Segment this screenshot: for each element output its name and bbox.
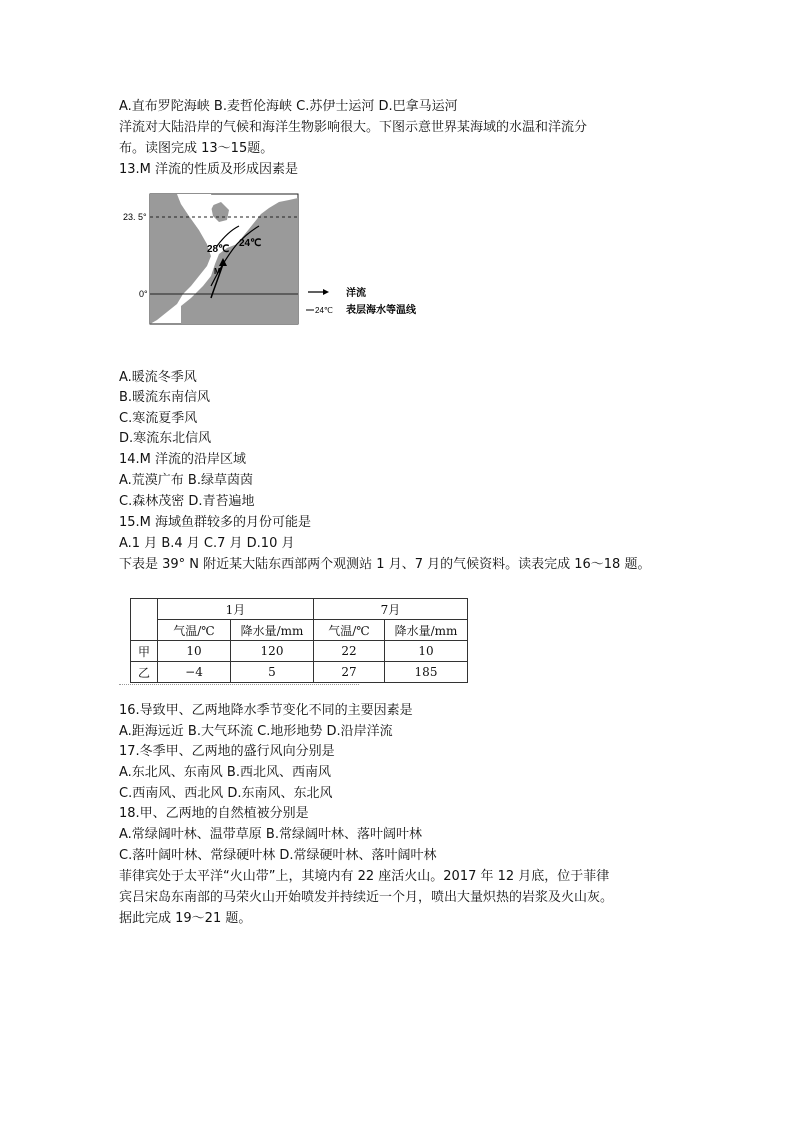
table-intro: 下表是 39° N 附近某大陆东西部两个观测站 1 月、7 月的气候资料。读表完成 16～18 题。	[119, 557, 651, 572]
label-28c: 28℃	[207, 244, 230, 255]
q13-option-a: A.暖流冬季风	[119, 370, 197, 385]
row-name: 甲	[131, 641, 158, 662]
q12-options: A.直布罗陀海峡 B.麦哲伦海峡 C.苏伊士运河 D.巴拿马运河	[119, 99, 458, 114]
label-23-5: 23. 5°	[123, 212, 147, 222]
q15-stem: 15.M 海域鱼群较多的月份可能是	[119, 515, 312, 530]
q16-stem: 16.导致甲、乙两地降水季节变化不同的主要因素是	[119, 703, 413, 718]
table-header-precip-jan: 降水量/mm	[231, 620, 314, 641]
table-header-temp-jan: 气温/℃	[158, 620, 231, 641]
table-row	[131, 662, 468, 683]
cell-temp-jan: −4	[158, 662, 231, 683]
cell-precip-jan: 5	[231, 662, 314, 683]
table-header-jul: 7月	[314, 599, 468, 620]
q17-options-ab: A.东北风、东南风 B.西北风、西南风	[119, 765, 331, 780]
legend-isotherm-sample: 24℃	[315, 306, 333, 315]
cropped-text-remnant	[119, 684, 359, 689]
ocean-current-map	[119, 186, 439, 336]
table-header-jan: 1月	[158, 599, 314, 620]
q14-stem: 14.M 洋流的沿岸区域	[119, 452, 247, 467]
table-header-temp-jul: 气温/℃	[314, 620, 385, 641]
label-0: 0°	[139, 289, 148, 299]
q18-options-ab: A.常绿阔叶林、温带草原 B.常绿阔叶林、落叶阔叶林	[119, 827, 422, 842]
passage-line-2: 宾吕宋岛东南部的马荣火山开始喷发并持续近一个月，喷出大量炽热的岩浆及火山灰。	[119, 890, 614, 905]
q13-option-c: C.寒流夏季风	[119, 411, 198, 426]
table-corner-cell	[131, 599, 158, 641]
table-header-precip-jul: 降水量/mm	[385, 620, 468, 641]
q13-option-d: D.寒流东北信风	[119, 431, 212, 446]
q16-options: A.距海远近 B.大气环流 C.地形地势 D.沿岸洋流	[119, 724, 393, 739]
q17-options-cd: C.西南风、西北风 D.东南风、东北风	[119, 786, 333, 801]
cell-precip-jul: 10	[385, 641, 468, 662]
passage-line-3: 据此完成 19～21 题。	[119, 911, 252, 926]
q17-stem: 17.冬季甲、乙两地的盛行风向分别是	[119, 744, 335, 759]
q13-option-b: B.暖流东南信风	[119, 390, 211, 405]
cell-precip-jan: 120	[231, 641, 314, 662]
legend-isotherm-label: 表层海水等温线	[346, 305, 416, 316]
legend-current-label: 洋流	[346, 288, 366, 299]
q14-options-cd: C.森林茂密 D.青苔遍地	[119, 494, 255, 509]
q13-stem: 13.M 洋流的性质及形成因素是	[119, 162, 299, 177]
q18-stem: 18.甲、乙两地的自然植被分别是	[119, 806, 309, 821]
passage-line-1: 菲律宾处于太平洋“火山带”上，其境内有 22 座活火山。2017 年 12 月底，位于菲律	[119, 869, 610, 884]
cell-temp-jul: 27	[314, 662, 385, 683]
label-24c: 24℃	[239, 238, 262, 249]
table-row	[131, 641, 468, 662]
intro-text-line-1: 洋流对大陆沿岸的气候和海洋生物影响很大。下图示意世界某海域的水温和洋流分	[119, 120, 588, 135]
climate-table	[130, 598, 468, 683]
q15-options: A.1 月 B.4 月 C.7 月 D.10 月	[119, 536, 295, 551]
cell-precip-jul: 185	[385, 662, 468, 683]
cell-temp-jan: 10	[158, 641, 231, 662]
q18-options-cd: C.落叶阔叶林、常绿硬叶林 D.常绿硬叶林、落叶阔叶林	[119, 848, 437, 863]
label-m: M	[214, 267, 221, 276]
intro-text-line-2: 布。读图完成 13～15题。	[119, 141, 274, 156]
q14-options-ab: A.荒漠广布 B.绿草茵茵	[119, 473, 253, 488]
legend-current-arrowhead	[323, 289, 329, 295]
cell-temp-jul: 22	[314, 641, 385, 662]
row-name: 乙	[131, 662, 158, 683]
